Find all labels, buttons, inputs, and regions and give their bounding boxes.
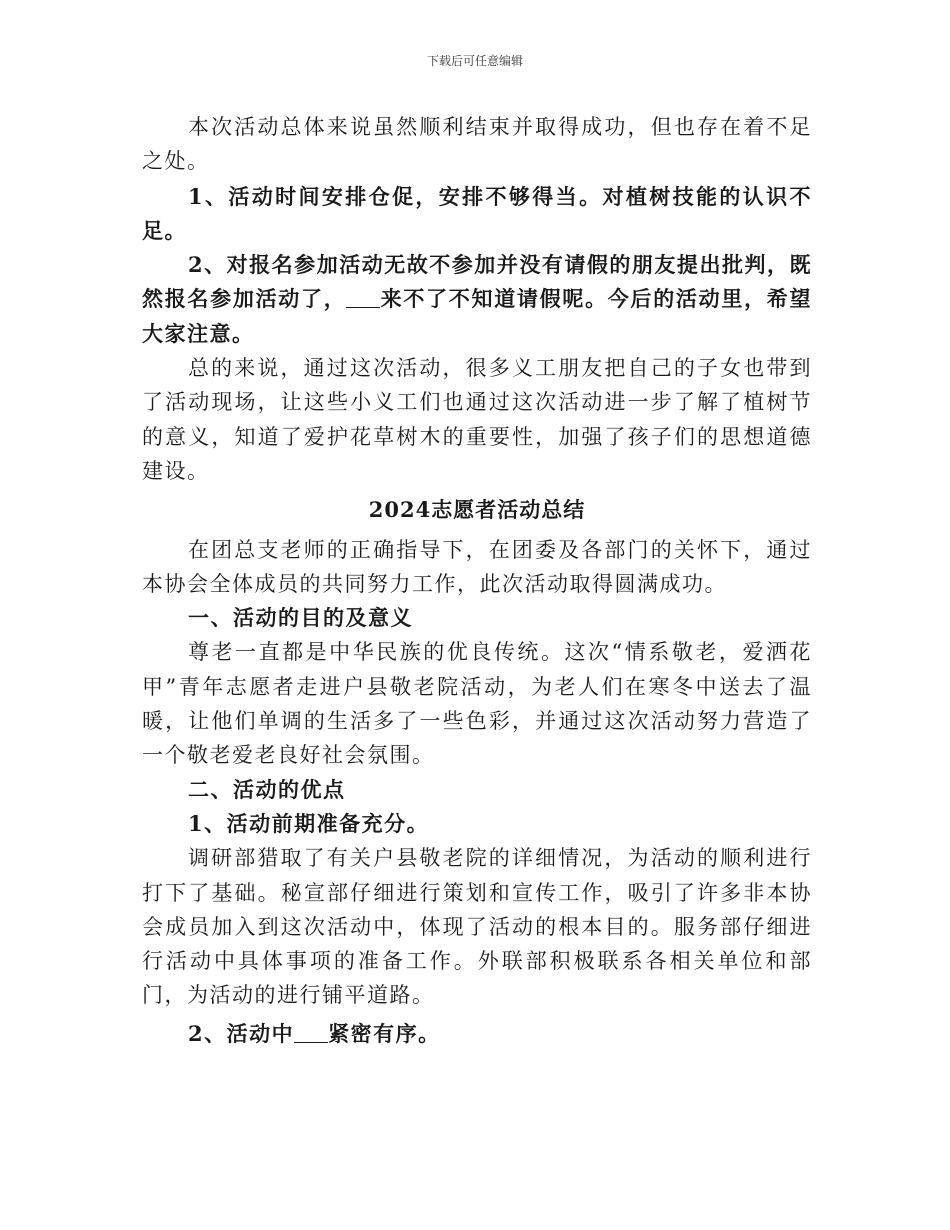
strength-2-part-b: 紧密有序。	[328, 1020, 441, 1046]
heading-purpose: 一、活动的目的及意义	[188, 605, 413, 631]
shortcoming-2-part-b: 来不了不知道请假呢。今后的活动里，希望大家注意。	[142, 286, 813, 346]
fill-in-blank	[294, 1020, 328, 1043]
section-title: 2024志愿者活动总结	[368, 497, 586, 523]
heading-strength-2	[142, 1017, 812, 1051]
heading-strength-1: 1、活动前期准备充分。	[188, 810, 430, 836]
fill-in-blank	[346, 285, 380, 308]
paragraph-shortcomings-intro: 本次活动总体来说虽然顺利结束并取得成功，但也存在着不足之处。	[142, 115, 812, 174]
paragraph-strength-1: 调研部猎取了有关户县敬老院的详细情况，为活动的顺利进行打下了基础。秘宣部仔细进行策划和宣传工作，吸引了许多非本协会成员加入到这次活动中，体现了活动的根本目的。服务部仔细进行活动中具体事项的准备工作。外联部积极联系各相关单位和部门，为活动的进行铺平道路。	[142, 846, 812, 1008]
strength-2-part-a: 2、活动中	[188, 1020, 295, 1046]
document-body	[142, 110, 812, 1051]
heading-strengths: 二、活动的优点	[188, 776, 346, 802]
paragraph-purpose: 尊老一直都是中华民族的优良传统。这次“情系敬老，爱洒花甲”青年志愿者走进户县敬老院活动，为老人们在寒冬中送去了温暖，让他们单调的生活多了一些色彩，并通过这次活动努力营造了一个敬老爱老良好社会氛围。	[142, 640, 812, 768]
page-header: 下载后可任意编辑	[426, 54, 523, 68]
paragraph-conclusion: 总的来说，通过这次活动，很多义工朋友把自己的子女也带到了活动现场，让这些小义工们也通过这次活动进一步了解了植树节的意义，知道了爱护花草树木的重要性，加强了孩子们的思想道德建设。	[142, 356, 812, 483]
shortcoming-2-part-a: 2、对报名参加活动无故不参加并没有请假的朋友提出批判，既然报名参加活动了，	[142, 252, 812, 312]
paragraph-shortcoming-2	[142, 248, 812, 351]
paragraph-shortcoming-1: 1、活动时间安排仓促，安排不够得当。对植树技能的认识不足。	[142, 183, 812, 243]
paragraph-intro: 在团总支老师的正确指导下，在团委及各部门的关怀下，通过本协会全体成员的共同努力工作，此次活动取得圆满成功。	[142, 537, 812, 596]
